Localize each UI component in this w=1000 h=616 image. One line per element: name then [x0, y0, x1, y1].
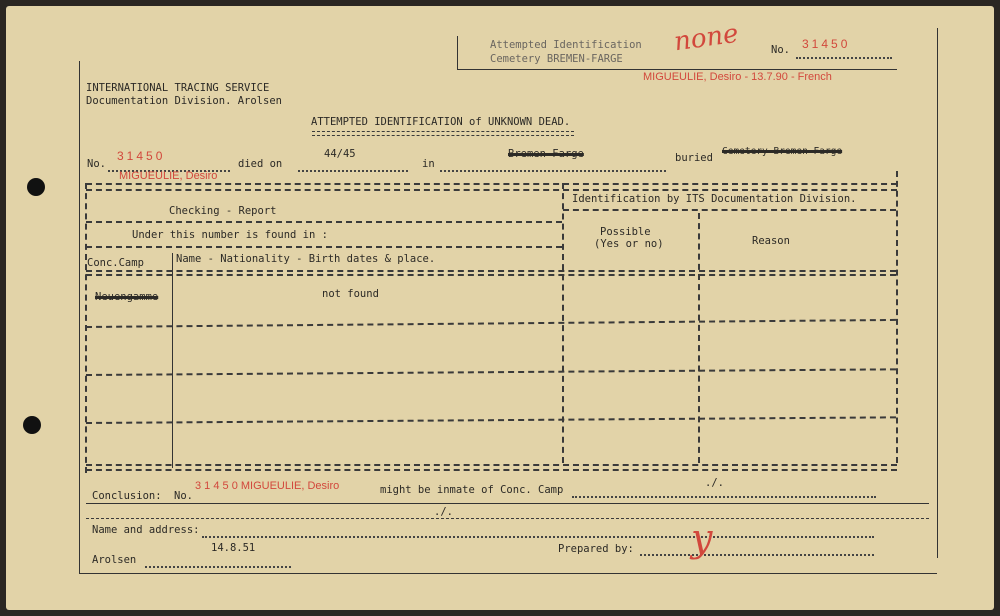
identification-underline	[563, 209, 896, 211]
died-on-dots	[298, 170, 408, 172]
table-right-line	[896, 171, 898, 463]
title-underline-1	[312, 131, 574, 132]
prepared-by-dots	[640, 554, 874, 556]
left-border-line	[79, 61, 80, 573]
arolsen-dots	[145, 566, 291, 568]
died-on-label: died on	[238, 158, 283, 170]
buried-label: buried	[675, 152, 713, 164]
row-line-1	[86, 319, 896, 328]
table-bottom-line	[86, 464, 897, 466]
conclusion-label: Conclusion:	[92, 490, 162, 502]
buried-place: Cemetery Bremen-Farge	[722, 146, 843, 157]
header-box-bottom	[457, 69, 897, 70]
conclusion-dots	[572, 496, 876, 498]
conclusion-camp-value: ./.	[705, 477, 724, 489]
name-address-dots	[202, 536, 874, 538]
row-line-3	[86, 416, 896, 424]
possible-subheader: (Yes or no)	[594, 238, 664, 250]
handwritten-none: none	[672, 18, 741, 58]
table-divider-reason	[698, 213, 700, 463]
form-title: ATTEMPTED IDENTIFICATION of UNKNOWN DEAD.	[311, 116, 571, 128]
checking-report-header: Checking - Report	[169, 205, 277, 217]
form-name: MIGUEULIE, Desiro	[119, 170, 218, 182]
punch-hole-bottom	[23, 416, 41, 434]
table-row-detail: not found	[322, 288, 379, 300]
right-border-line	[937, 28, 938, 558]
conclusion-no-label: No.	[174, 490, 193, 502]
conclusion-second-line	[86, 518, 929, 519]
row-line-2	[86, 368, 896, 376]
prepared-by-label: Prepared by:	[558, 543, 634, 555]
died-date: 44/45	[324, 148, 356, 160]
header-no-label: No.	[771, 44, 790, 56]
title-underline-2	[312, 135, 574, 136]
under-number-label: Under this number is found in :	[132, 229, 328, 241]
checking-underline	[86, 221, 562, 223]
cemetery-label: Cemetery BREMEN-FARGE	[490, 53, 623, 65]
arolsen-date: 14.8.51	[211, 542, 256, 554]
header-number-dots	[796, 57, 892, 59]
organization-division: Documentation Division. Arolsen	[86, 95, 282, 107]
in-place: Bremen-Farge	[508, 148, 584, 160]
name-column-header: Name - Nationality - Birth dates & place.	[176, 253, 436, 265]
arolsen-label: Arolsen	[92, 554, 137, 566]
conclusion-line	[86, 503, 929, 504]
table-bottom-line-2	[86, 469, 897, 471]
header-number: 31450	[802, 37, 851, 51]
conclusion-number-name: 3 1 4 5 0 MIGUEULIE, Desiro	[195, 480, 340, 492]
name-address-label: Name and address:	[92, 524, 200, 536]
header-row-line-2	[86, 274, 896, 276]
bottom-border-line	[79, 573, 937, 574]
punch-hole-top	[27, 178, 45, 196]
under-number-underline	[86, 246, 562, 248]
camp-column-header: Conc.Camp	[87, 257, 144, 269]
index-card	[6, 6, 994, 610]
identification-header: Identification by ITS Documentation Division.	[572, 193, 857, 205]
conclusion-second-value: ./.	[434, 506, 453, 518]
form-number: 31450	[117, 149, 166, 163]
possible-header: Possible	[600, 226, 651, 238]
in-dots	[440, 170, 666, 172]
table-top-line	[86, 183, 897, 185]
table-divider-camp	[172, 253, 173, 468]
organization-name: INTERNATIONAL TRACING SERVICE	[86, 82, 270, 94]
attempted-identification-label: Attempted Identification	[490, 39, 642, 51]
reason-header: Reason	[752, 235, 790, 247]
header-row-line	[86, 270, 896, 272]
header-box-left	[457, 36, 458, 69]
prepared-by-initial: y	[691, 516, 713, 560]
form-no-label: No.	[87, 158, 106, 170]
conclusion-text: might be inmate of Conc. Camp	[380, 484, 564, 496]
header-name-line: MIGUEULIE, Desiro - 13.7.90 - French	[643, 71, 832, 83]
table-row-camp: Neuengamme	[95, 291, 159, 303]
in-label: in	[422, 158, 435, 170]
table-top-line-2	[86, 189, 897, 191]
